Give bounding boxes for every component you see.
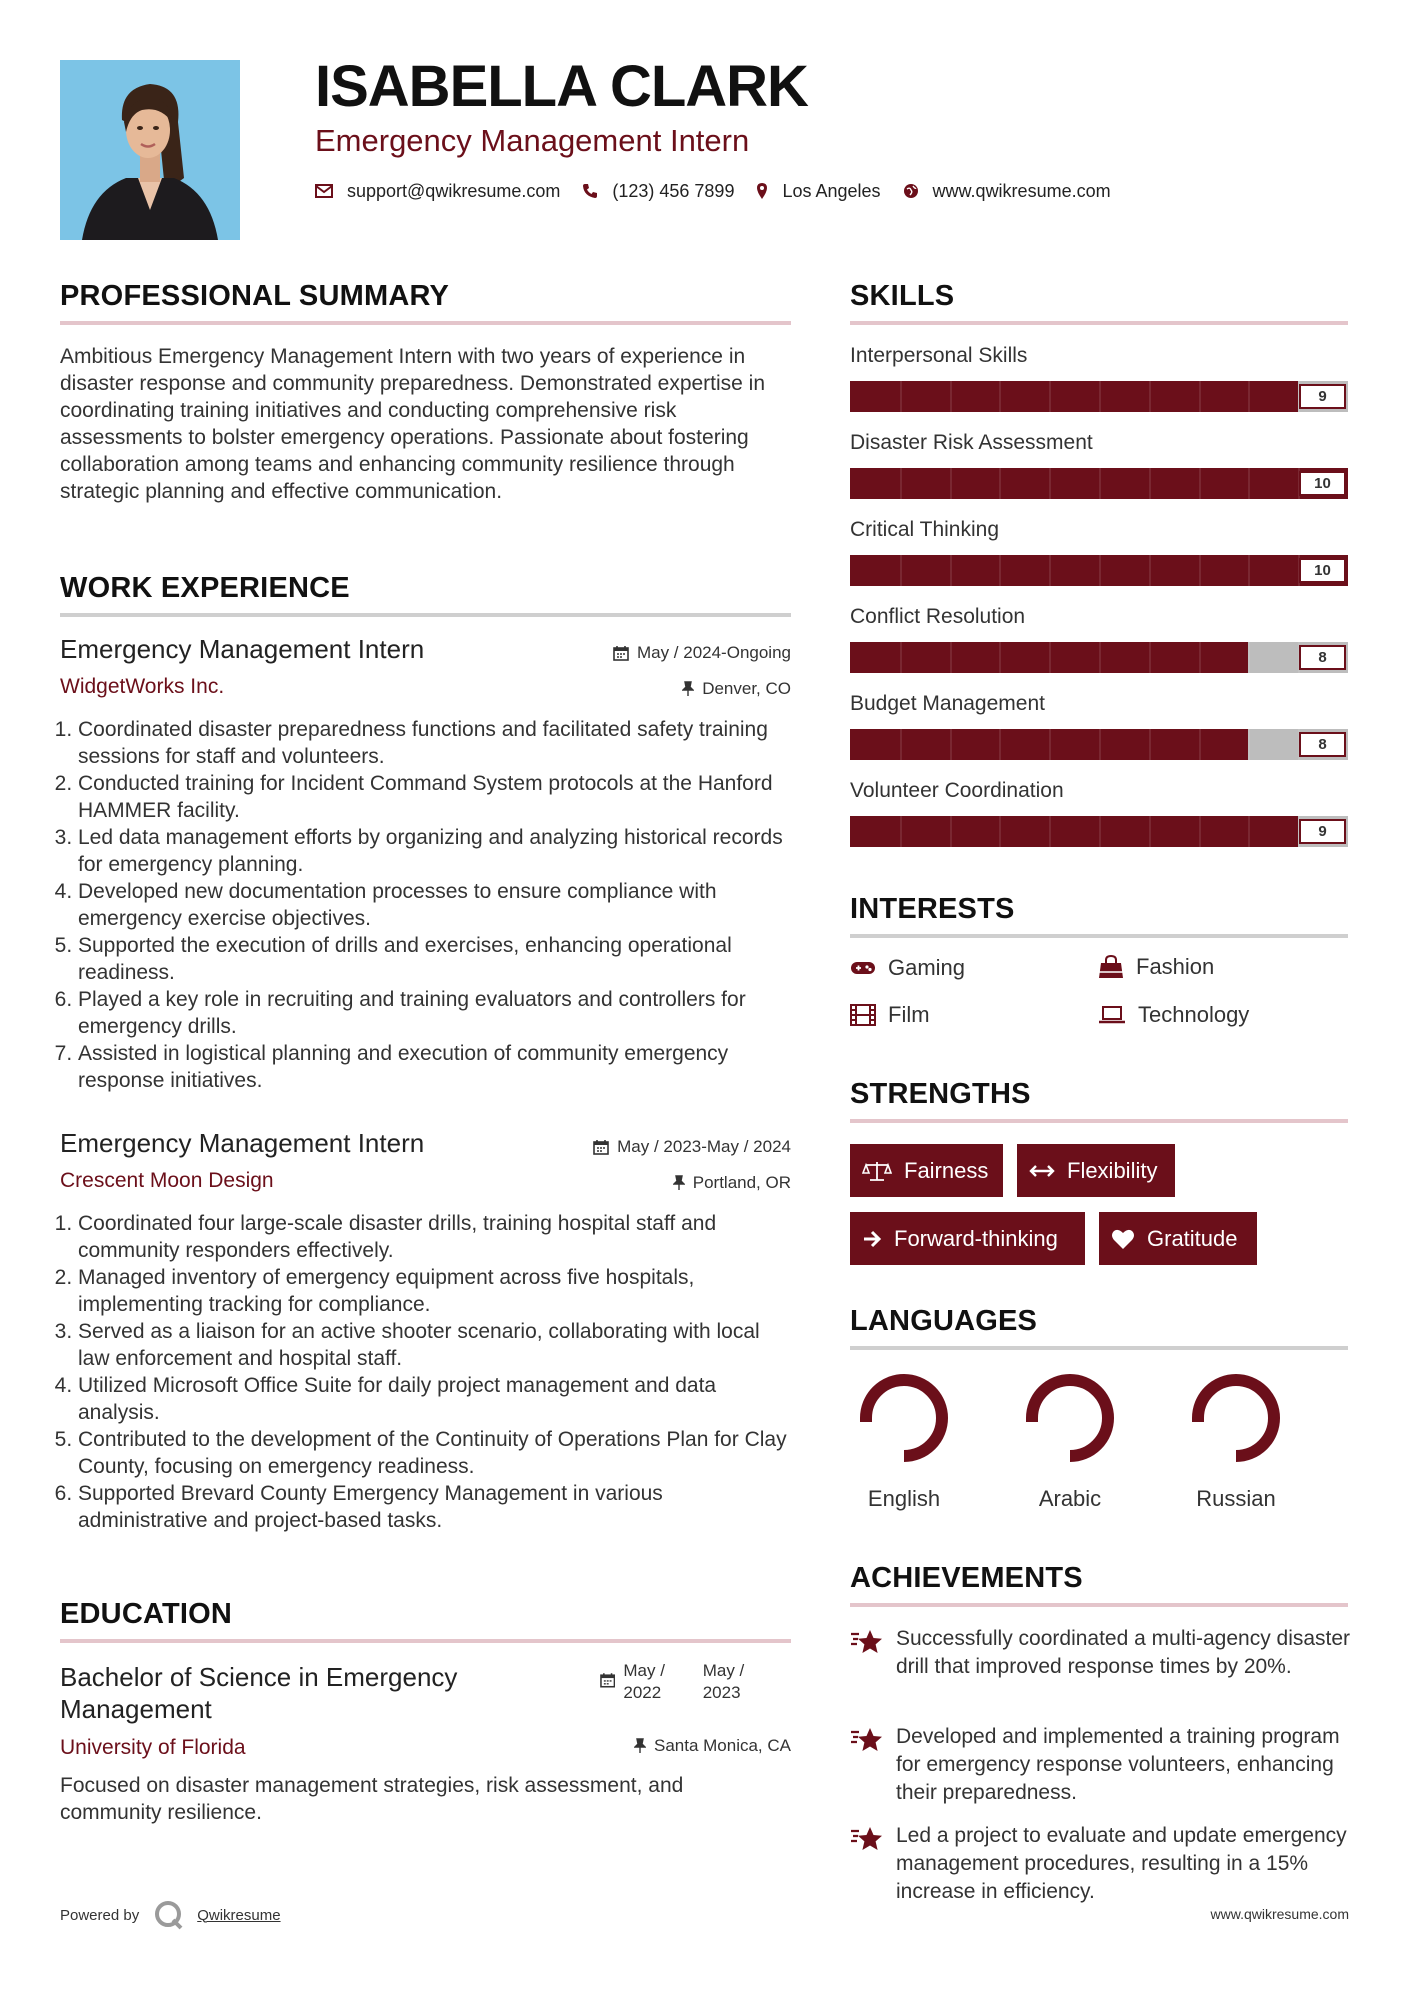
- gamepad-icon: [850, 960, 876, 976]
- interest-label: Fashion: [1136, 954, 1215, 979]
- pin-icon: [682, 681, 694, 697]
- job-2-bullet: 2. Managed inventory of emergency equipment across five hospitals, implementing tracking for compliance.: [78, 1264, 795, 1318]
- strength-label: Gratitude: [1147, 1225, 1238, 1251]
- balance-scale-icon: [862, 1160, 892, 1182]
- skill-name: Disaster Risk Assessment: [850, 431, 1093, 454]
- job-1-bullet: 7. Assisted in logistical planning and execution of community emergency response initiatives.: [78, 1040, 795, 1094]
- arrow-right-icon: [862, 1230, 882, 1248]
- website-text: www.qwikresume.com: [932, 180, 1111, 201]
- shopping-bag-icon: [1098, 955, 1124, 979]
- qwikresume-logo-icon: [153, 1900, 187, 1930]
- achievement-star-icon: [850, 1726, 884, 1759]
- job-2-bullets: [60, 1210, 795, 1534]
- education-date-end: May / 2023: [702, 1661, 745, 1702]
- achievements-rule: [850, 1603, 1348, 1607]
- skill-bar-segment: [1149, 816, 1151, 847]
- job-1-title: Emergency Management Intern: [60, 634, 425, 664]
- skill-bar-segment: [999, 468, 1001, 499]
- skill-name: Conflict Resolution: [850, 605, 1026, 628]
- language-name: Russian: [1196, 1486, 1276, 1511]
- job-1-bullet: 4. Developed new documentation processes to ensure compliance with emergency exercise objectives.: [78, 878, 795, 932]
- language-arc: [1198, 1380, 1274, 1456]
- summary-rule: [60, 321, 791, 325]
- skill-bar-segment: [1049, 381, 1051, 412]
- education-location-text: Santa Monica, CA: [653, 1736, 791, 1755]
- skill-name: Interpersonal Skills: [850, 344, 1028, 367]
- skill-level: 9: [1299, 819, 1346, 844]
- skill-bar-segment: [1248, 816, 1250, 847]
- interest-label: Film: [888, 1002, 930, 1027]
- job-2-location: [500, 1173, 791, 1193]
- job-1-location: [500, 679, 791, 699]
- qwikresume-link[interactable]: Qwikresume: [197, 1906, 281, 1924]
- interest-gaming: [850, 957, 965, 979]
- achievement-star-icon: [850, 1825, 884, 1858]
- skill-bar-segment: [1199, 816, 1201, 847]
- skill-bar-segment: [950, 381, 952, 412]
- interest-fashion: [1098, 955, 1214, 979]
- summary-title: PROFESSIONAL SUMMARY: [60, 280, 450, 312]
- languages-title: LANGUAGES: [850, 1305, 1038, 1337]
- skill-name: Volunteer Coordination: [850, 779, 1064, 802]
- job-1-bullet: 1. Coordinated disaster preparedness functions and facilitated safety training sessions for staff and volunteers.: [78, 716, 795, 770]
- skill-bar-segment: [999, 729, 1001, 760]
- calendar-icon: [593, 1139, 609, 1155]
- job-2-title: Emergency Management Intern: [60, 1128, 425, 1158]
- phone-icon: [582, 183, 598, 199]
- skill-bar: [850, 555, 1348, 586]
- skill-bar-segment: [1248, 729, 1250, 760]
- strength-fairness: [850, 1144, 1003, 1197]
- skill-level: 10: [1299, 558, 1346, 583]
- powered-by-text: Powered by: [60, 1906, 140, 1924]
- skills-rule: [850, 321, 1348, 325]
- skill-bar-segment: [1099, 816, 1101, 847]
- contact-phone[interactable]: [582, 181, 734, 202]
- arrows-horizontal-icon: [1029, 1164, 1055, 1178]
- strengths-rule: [850, 1119, 1348, 1123]
- skill-bar-segment: [900, 816, 902, 847]
- job-1-date-text: May / 2024-Ongoing: [636, 643, 791, 662]
- achievement-3: Led a project to evaluate and update emergency management procedures, resulting in a 15% increase in efficiency.: [896, 1824, 1347, 1903]
- skill-level: 8: [1299, 732, 1346, 757]
- interests-rule: [850, 934, 1348, 938]
- language-ring: [1176, 1372, 1296, 1477]
- skill-level: 10: [1299, 471, 1346, 496]
- job-2-bullet: 1. Coordinated four large-scale disaster drills, training hospital staff and community responders effectively.: [78, 1210, 795, 1264]
- language-ring: [844, 1372, 964, 1477]
- education-school: University of Florida: [60, 1736, 246, 1759]
- job-2-location-text: Portland, OR: [692, 1173, 791, 1192]
- skills-title: SKILLS: [850, 280, 955, 312]
- job-1-location-text: Denver, CO: [702, 679, 791, 698]
- skill-bar-segment: [1199, 381, 1201, 412]
- interest-label: Gaming: [888, 955, 966, 980]
- interest-technology: [1098, 1004, 1249, 1026]
- skill-bar: [850, 468, 1348, 499]
- contact-location: [756, 181, 880, 202]
- skill-level: 9: [1299, 384, 1346, 409]
- location-text: Los Angeles: [782, 180, 881, 201]
- pin-icon: [634, 1738, 646, 1754]
- pin-icon: [673, 1175, 685, 1191]
- education-degree: Bachelor of Science in Emergency Management: [60, 1662, 458, 1724]
- footer-website[interactable]: www.qwikresume.com: [1210, 1906, 1349, 1922]
- achievement-star-icon: [850, 1628, 884, 1661]
- laptop-icon: [1098, 1005, 1126, 1025]
- job-1-bullets: [60, 716, 795, 1094]
- job-2-bullet: 5. Contributed to the development of the Continuity of Operations Plan for Clay County, focusing on emergency readiness.: [78, 1426, 795, 1480]
- skill-name: Budget Management: [850, 692, 1045, 715]
- skill-bar-segment: [900, 642, 902, 673]
- education-title: EDUCATION: [60, 1598, 233, 1630]
- strength-forward-thinking: [850, 1212, 1085, 1265]
- profile-photo: [60, 60, 240, 240]
- job-2-date-text: May / 2023-May / 2024: [617, 1137, 791, 1156]
- skill-bar-segment: [950, 555, 952, 586]
- skill-bar-segment: [1099, 729, 1101, 760]
- skill-bar-segment: [900, 468, 902, 499]
- education-rule: [60, 1639, 791, 1643]
- skill-bar-segment: [999, 816, 1001, 847]
- education-description: Focused on disaster management strategies, risk assessment, and community resilience.: [60, 1774, 684, 1824]
- interest-film: [850, 1004, 930, 1026]
- skill-bar-segment: [1199, 468, 1201, 499]
- achievement-2: Developed and implemented a training program for emergency response volunteers, enhancing their preparedness.: [896, 1725, 1340, 1804]
- summary-text: Ambitious Emergency Management Intern with two years of experience in disaster response and community preparedness. Demonstrated expertise in coordinating training initiatives and conducting comprehensive risk assessments to bolster emergency operations. Passionate about fostering collaboration among teams and enhancing community resilience through strategic planning and effective communication.: [60, 345, 766, 503]
- strength-label: Fairness: [904, 1157, 989, 1183]
- candidate-name: ISABELLA CLARK: [315, 54, 808, 119]
- interest-label: Technology: [1138, 1002, 1250, 1027]
- experience-rule: [60, 613, 791, 617]
- strengths-title: STRENGTHS: [850, 1078, 1031, 1110]
- skill-bar-segment: [950, 642, 952, 673]
- language-name: English: [867, 1486, 941, 1511]
- skill-bar: [850, 381, 1348, 412]
- skill-bar-segment: [1049, 729, 1051, 760]
- contact-website[interactable]: [903, 181, 1111, 202]
- skill-bar-segment: [1149, 642, 1151, 673]
- skill-bar-segment: [1049, 816, 1051, 847]
- skill-bar-segment: [1248, 468, 1250, 499]
- languages-rule: [850, 1346, 1348, 1350]
- skill-bar-segment: [1099, 642, 1101, 673]
- skill-bar-segment: [999, 381, 1001, 412]
- language-ring: [1010, 1372, 1130, 1477]
- skill-bar-segment: [1199, 642, 1201, 673]
- job-1-bullet: 5. Supported the execution of drills and exercises, enhancing operational readiness.: [78, 932, 795, 986]
- job-1-date: [500, 643, 791, 663]
- job-2-bullet: 6. Supported Brevard County Emergency Management in various administrative and project-based tasks.: [78, 1480, 795, 1534]
- skill-name: Critical Thinking: [850, 518, 999, 541]
- skill-bar-fill: [850, 381, 1298, 412]
- powered-by: [60, 1900, 281, 1930]
- achievements-title: ACHIEVEMENTS: [850, 1562, 1083, 1594]
- skill-bar-segment: [1049, 555, 1051, 586]
- skill-bar-segment: [1149, 468, 1151, 499]
- skill-bar-segment: [1199, 729, 1201, 760]
- calendar-icon: [600, 1672, 615, 1688]
- strength-flexibility: [1017, 1144, 1175, 1197]
- skill-bar-segment: [950, 729, 952, 760]
- candidate-role: Emergency Management Intern: [315, 123, 750, 158]
- skill-bar-segment: [900, 381, 902, 412]
- language-arc: [1032, 1380, 1108, 1456]
- achievement-1: Successfully coordinated a multi-agency disaster drill that improved response times by 20%.: [896, 1627, 1351, 1678]
- heart-icon: [1111, 1228, 1135, 1250]
- email-text: support@qwikresume.com: [347, 180, 561, 201]
- map-pin-icon: [756, 182, 768, 200]
- skill-bar-segment: [900, 555, 902, 586]
- job-1-bullet: 3. Led data management efforts by organizing and analyzing historical records for emergency planning.: [78, 824, 795, 878]
- job-2-bullet: 4. Utilized Microsoft Office Suite for daily project management and data analysis.: [78, 1372, 795, 1426]
- job-2-company: Crescent Moon Design: [60, 1169, 274, 1192]
- skill-bar-segment: [900, 729, 902, 760]
- skill-bar-segment: [1099, 555, 1101, 586]
- phone-text: (123) 456 7899: [612, 180, 735, 201]
- film-icon: [850, 1004, 876, 1026]
- language-name: Arabic: [1038, 1486, 1102, 1511]
- skill-bar-segment: [1248, 642, 1250, 673]
- skill-level: 8: [1299, 645, 1346, 670]
- skill-bar-segment: [1248, 555, 1250, 586]
- strength-label: Forward-thinking: [894, 1225, 1058, 1251]
- skill-bar-segment: [999, 555, 1001, 586]
- skill-bar-segment: [999, 642, 1001, 673]
- skill-bar: [850, 642, 1348, 673]
- job-2-bullet: 3. Served as a liaison for an active shooter scenario, collaborating with local law enforcement and hospital staff.: [78, 1318, 795, 1372]
- education-location: [500, 1736, 791, 1756]
- contact-bar: [315, 178, 1133, 204]
- skill-bar-fill: [850, 816, 1298, 847]
- skill-bar: [850, 816, 1348, 847]
- skill-bar-segment: [1149, 555, 1151, 586]
- skill-bar-segment: [1099, 468, 1101, 499]
- skill-bar-segment: [1049, 642, 1051, 673]
- skill-bar-segment: [1199, 555, 1201, 586]
- job-1-bullet: 2. Conducted training for Incident Command System protocols at the Hanford HAMMER facility.: [78, 770, 795, 824]
- education-date: [600, 1660, 770, 1704]
- education-date-start: May / 2022: [623, 1661, 665, 1702]
- job-2-date: [500, 1137, 791, 1157]
- skill-bar-segment: [1149, 381, 1151, 412]
- envelope-icon: [315, 184, 333, 198]
- strength-label: Flexibility: [1067, 1157, 1158, 1183]
- job-1-bullet: 6. Played a key role in recruiting and training evaluators and controllers for emergency drills.: [78, 986, 795, 1040]
- experience-title: WORK EXPERIENCE: [60, 572, 350, 604]
- contact-email[interactable]: [315, 181, 560, 202]
- skill-bar-segment: [1099, 381, 1101, 412]
- job-1-company: WidgetWorks Inc.: [60, 675, 225, 698]
- skill-bar-segment: [1049, 468, 1051, 499]
- skill-bar-segment: [1248, 381, 1250, 412]
- skill-bar-segment: [950, 468, 952, 499]
- strength-gratitude: [1099, 1212, 1257, 1265]
- skill-bar: [850, 729, 1348, 760]
- calendar-icon: [613, 645, 629, 661]
- language-arc: [866, 1380, 942, 1456]
- interests-title: INTERESTS: [850, 893, 1015, 925]
- globe-icon: [903, 183, 919, 199]
- skill-bar-segment: [950, 816, 952, 847]
- skill-bar-segment: [1149, 729, 1151, 760]
